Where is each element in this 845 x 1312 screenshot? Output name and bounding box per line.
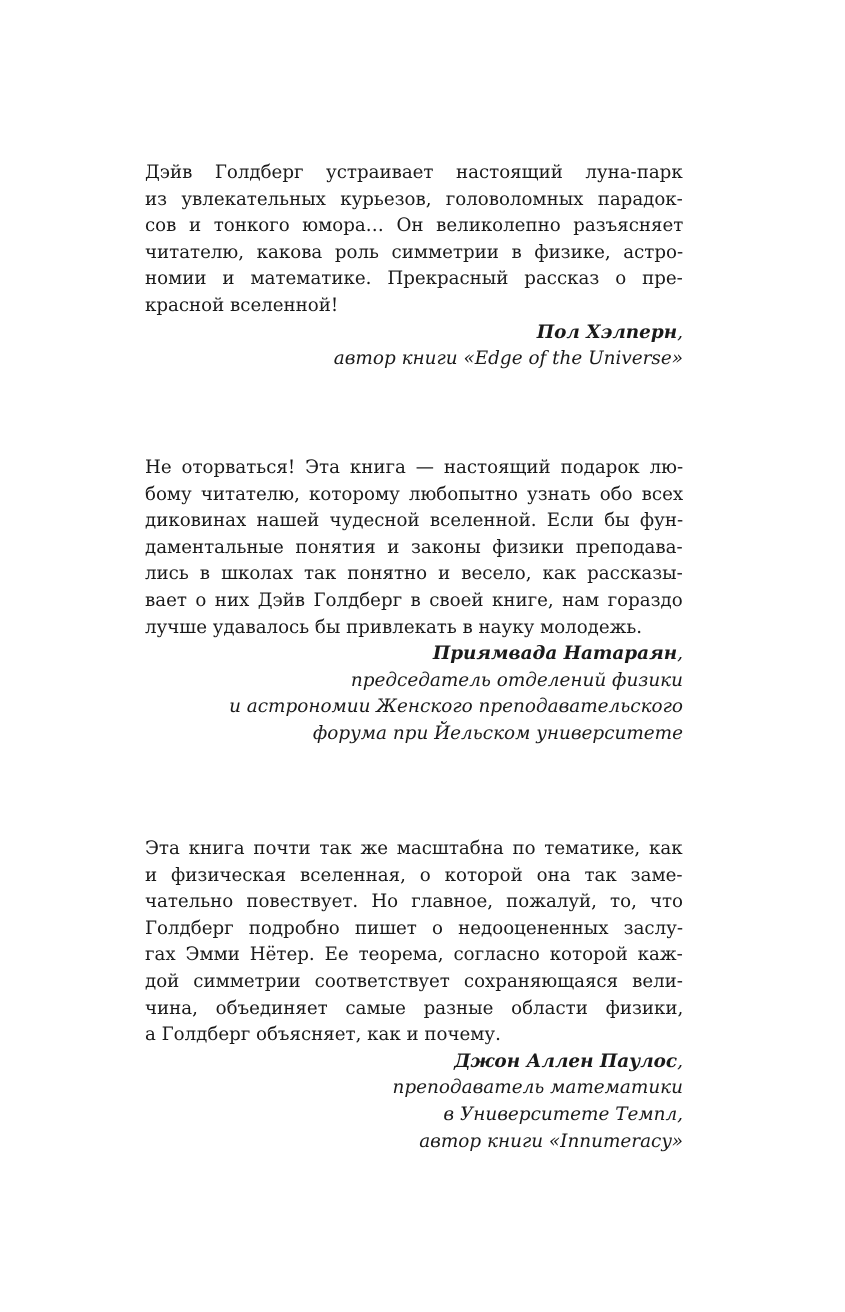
quote-line: Голдберг подробно пишет о недооцененных заслу-	[145, 917, 684, 939]
quote-line: гах Эмми Нётер. Ее теорема, согласно которой каж-	[145, 944, 683, 966]
attribution	[145, 641, 683, 747]
author-name: Приямвада Натараян	[432, 643, 678, 665]
quote-text	[145, 836, 683, 1049]
author-credential: в Университете Темпл,	[443, 1103, 683, 1125]
quote-line: дой симметрии соответствует сохраняющаяся вели-	[145, 970, 683, 992]
quote-text	[145, 160, 683, 320]
author-comma: ,	[677, 643, 683, 665]
quote-line: вает о них Дэйв Голдберг в своей книге, нам гораздо	[145, 589, 683, 611]
blurb-paulos	[145, 836, 683, 1155]
quote-line: чина, объединяет самые разные области физики,	[145, 997, 684, 1019]
blurb-natarajan	[145, 455, 683, 748]
quote-line: читателю, какова роль симметрии в физике, астро-	[145, 241, 684, 263]
quote-line: красной вселенной!	[145, 294, 339, 316]
blurb-halpern	[145, 160, 683, 373]
author-credential: автор книги «Innumeracy»	[419, 1130, 683, 1152]
author-credential: форума при Йельском университете	[312, 722, 683, 744]
author-line	[145, 320, 683, 347]
author-name: Джон Аллен Паулос	[454, 1050, 678, 1072]
quote-line: даментальные понятия и законы физики преподава-	[145, 536, 683, 558]
quote-line: чательно повествует. Но главное, пожалуй, то, что	[145, 891, 684, 913]
quote-line: бому читателю, которому любопытно узнать обо всех	[145, 483, 684, 505]
quote-line: Эта книга почти так же масштабна по тематике, как	[145, 838, 683, 859]
author-credential: автор книги «Edge of the Universe»	[333, 348, 683, 370]
quote-line: лись в школах так понятно и весело, как рассказы-	[145, 563, 683, 585]
quote-line: а Голдберг объясняет, как и почему.	[145, 1024, 501, 1046]
quote-line: Не оторваться! Эта книга — настоящий подарок лю-	[145, 457, 684, 478]
author-comma: ,	[677, 1050, 683, 1072]
quote-text	[145, 455, 683, 641]
author-comma: ,	[677, 321, 683, 343]
attribution	[145, 320, 683, 373]
attribution	[145, 1049, 683, 1155]
author-line	[145, 1049, 683, 1076]
quote-line: сов и тонкого юмора… Он великолепно разъясняет	[145, 215, 684, 237]
quote-line: и физическая вселенная, о которой она так заме-	[145, 864, 683, 886]
quote-line: Дэйв Голдберг устраивает настоящий луна-парк	[145, 162, 683, 183]
quote-line: из увлекательных курьезов, головоломных парадок-	[145, 188, 683, 210]
quote-line: диковинах нашей чудесной вселенной. Если бы фун-	[145, 510, 684, 532]
quote-line: лучше удавалось бы привлекать в науку молодежь.	[145, 616, 643, 638]
author-credential: председатель отделений физики	[350, 669, 683, 691]
author-name: Пол Хэлперн	[536, 321, 678, 343]
author-line	[145, 641, 683, 668]
quote-line: номии и математике. Прекрасный рассказ о пре-	[145, 268, 683, 290]
author-credential: и астрономии Женского преподавательского	[229, 696, 683, 718]
author-credential: преподаватель математики	[392, 1077, 683, 1099]
